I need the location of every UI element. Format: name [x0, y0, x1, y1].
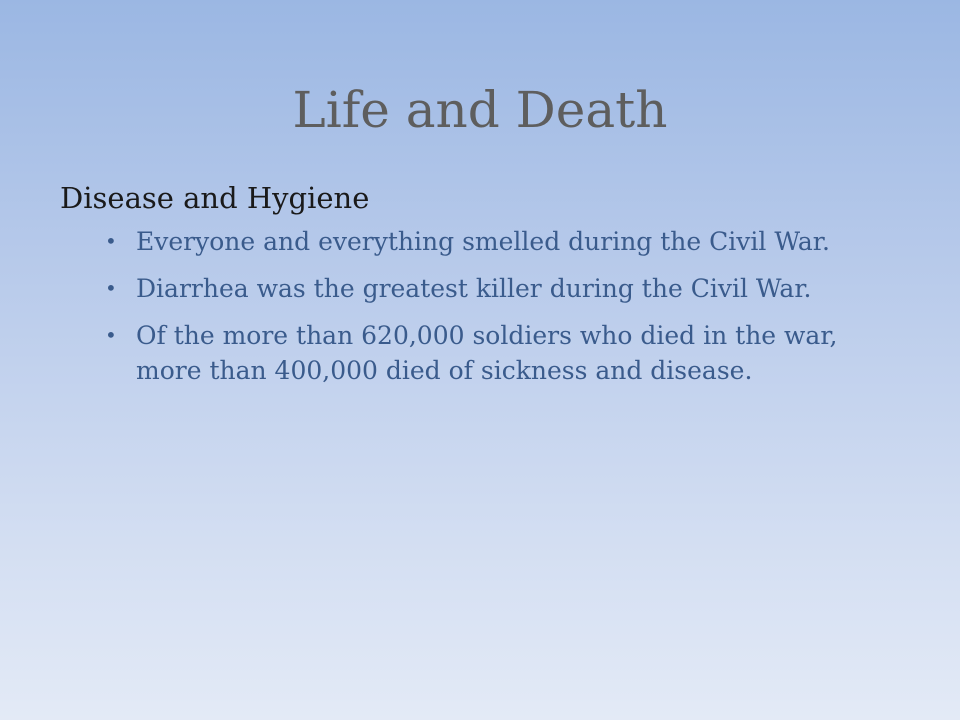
bullet-icon: • [105, 229, 117, 253]
bullet-item [60, 224, 910, 259]
bullet-list [60, 224, 910, 388]
slide-content [60, 178, 910, 400]
bullet-text: Diarrhea was the greatest killer during the Civil War. [136, 274, 812, 303]
bullet-item [60, 271, 910, 306]
slide-title: Life and Death [292, 81, 668, 139]
bullet-text: Of the more than 620,000 soldiers who died in the war, more than 400,000 died of sickness and disease. [136, 321, 838, 385]
bullet-icon: • [105, 323, 117, 347]
bullet-item [60, 318, 910, 388]
bullet-icon: • [105, 276, 117, 300]
section-heading: Disease and Hygiene [60, 181, 370, 215]
bullet-text: Everyone and everything smelled during the Civil War. [136, 227, 830, 256]
